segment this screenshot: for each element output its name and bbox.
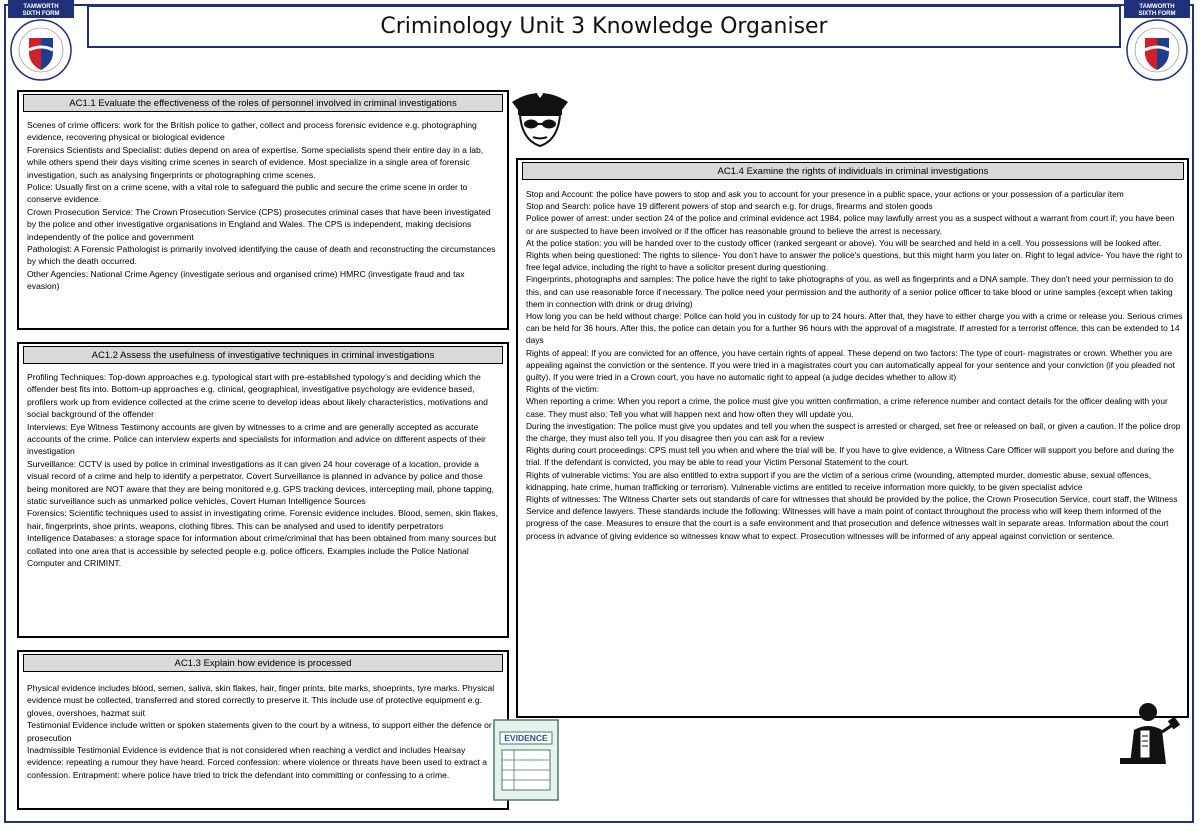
ac11-header: AC1.1 Evaluate the effectiveness of the roles of personnel involved in criminal investigations [23,94,503,112]
ac14-paragraph: Fingerprints, photographs and samples: The police have the right to take photographs of you, as well as fingerprints and a DNA sample. They don’t need your permission to do this, and can use reasonable force if necessary. The police need your permission and the authority of a senior police officer to take blood or urine samples (except when taking them in connection with drink or drug driving) [526,274,1174,309]
ac12-section [17,342,509,638]
ac14-paragraph: When reporting a crime: When you report a crime, the police must give you written confirmation, a crime reference number and contact details for the officer dealing with your case. They must also: Tell you what will happen next and how often they will update you. [526,396,1168,419]
ac14-section [516,158,1189,718]
ac11-paragraph: Pathologist: A Forensic Pathologist is primarily involved identifying the cause of death and reconstructing the circumstances by which the death occurred. [27,244,496,267]
logo-text-bottom-right: SIXTH FORM [1138,11,1176,17]
ac12-paragraph: Interviews: Eye Witness Testimony accounts are given by witnesses to a crime and are generally accepted as accurate accounts of the crime. Police can interview experts and specialists for information and advice on different aspects of their investigation [27,421,486,457]
ac14-paragraph: Rights during court proceedings: CPS must tell you when and where the trial will be. If you have to give evidence, a Witness Care Officer will support you before and during the trial. If the defendant is convicted, you may be able to read your Victim Personal Statement to the court. [526,445,1174,468]
ac14-paragraph: Stop and Search: police have 19 different powers of stop and search e.g. for drugs, firearms and stolen goods [526,201,933,212]
ac12-header: AC1.2 Assess the usefulness of investigative techniques in criminal investigations [23,346,503,364]
ac14-paragraph: During the investigation: The police must give you updates and tell you when the suspect is arrested or charged, set free or released on bail, or given a caution. If the police drop the charge, they must also tell you. If you disagree then you can ask for a review [526,420,1181,444]
ac11-paragraph: Forensics Scientists and Specialist: duties depend on area of expertise. Some specialists spend their entire day in a lab, while others spend their days visiting crime scenes in search of evidence. Most specialize in a single area of forensic investigation, such as analysing fingerprints or photographing crime scenes. [27,144,484,180]
ac11-paragraph: Scenes of crime officers: work for the British police to gather, collect and process forensic evidence e.g. photographing evidence, recovering physical or biological evidence [27,120,477,143]
evidence-clipboard-icon [492,718,560,802]
ac13-paragraph: Physical evidence includes blood, semen, saliva, skin flakes, hair, finger prints, bite marks, shoeprints, tyre marks. Physical evidence must be collected, transferred and stored correctly to preserve it. This include use of protective equipment e.g. gloves, overshoes, hazmat suit [27,683,495,718]
ac11-paragraph: Crown Prosecution Service: The Crown Prosecution Service (CPS) prosecutes criminal cases that have been investigated by the police and other investigative organisations in England and Wales. The CPS is independent, making decisions independently of the police and government [27,206,491,242]
ac11-paragraph: Other Agencies: National Crime Agency (investigate serious and organised crime) HMRC (investigate fraud and tax evasion) [27,268,465,292]
ac13-content [27,682,497,810]
logo-text-top: TAMWORTH [23,4,59,10]
logo-text-top-right: TAMWORTH [1139,4,1175,10]
ac14-paragraph: Stop and Account: the police have powers to stop and ask you to account for your presence in a public space, your actions or your possession of a particular item [526,189,1124,199]
ac11-content [27,119,499,329]
school-logo-right [1124,0,1190,84]
title-box [87,5,1121,48]
ac14-header: AC1.4 Examine the rights of individuals in criminal investigations [522,162,1184,180]
evidence-label: EVIDENCE [504,733,548,743]
ac12-paragraph: Surveillance: CCTV is used by police in criminal investigations as it can given 24 hour coverage of a location, provide a visual record of a crime and help to identify a perpetrator. Covert Surveillance is planned in advance by police and those being monitored are NOT aware that they are being monitored e.g. GPS tracking devices, intercepting mail, phone tapping, static surveillance such as unmarked police vehicles, Covert Human Intelligence Sources [27,458,495,507]
ac14-paragraph: Rights of appeal: If you are convicted for an offence, you have certain rights of appeal. These depend on two factors: The type of court- magistrates or crown. Whether you are appealing against the conviction or the sentence. If you were tried in a magistrates court you can automatically appeal for your sentence and your conviction (if you pleaded not guilty). If you were tried in a Crown court, you have no automatic right to appeal (a judge decides whether to allow it) [526,347,1175,383]
judge-icon [1118,700,1180,766]
logo-text-bottom: SIXTH FORM [22,11,60,17]
ac13-paragraph: Testimonial Evidence include written or spoken statements given to the court by a witness, to support either the defence or prosecution [27,720,492,743]
ac12-paragraph: Profiling Techniques: Top-down approaches e.g. typological start with pre-established typology’s and deciding which the offender best fits into. Bottom-up approaches e.g. clinical, geographical, investigative psychology are evidence based, profilers work up from evidence collected at the crime scene to develop ideas about likely characteristics, motivations and social background of the offender [27,372,488,420]
ac14-paragraph: Police power of arrest: under section 24 of the police and criminal evidence act 1984, police may lawfully arrest you as a suspect without a warrant from court if; you have been or are suspected to have been involved or if the officer has reasonable ground to believe the arrest is necessary. [526,213,1175,236]
ac14-paragraph: At the police station: you will be handed over to the custody officer (ranked sergeant or above). You will be searched and held in a cell. You possessions will be looked after. [526,237,1162,248]
ac14-content [526,188,1184,718]
ac12-content [27,371,499,637]
ac14-paragraph: Rights when being questioned: The rights to silence- You don’t have to answer the police’s questions, but this might harm you later on. Right to legal advice- You have the right to free legal advice, including the right to have a solicitor present during questioning. [526,250,1183,273]
ac13-paragraph: Inadmissible Testimonial Evidence is evidence that is not considered when reaching a verdict and includes Hearsay evidence: repeating a rumour they have heard. Forced confession: where violence or threats have been used to extract a confession. Entrapment: where police have tried to trick the defendant into committing or confessing to a crime. [27,745,488,780]
ac14-paragraph: Rights of vulnerable victims: You are also entitled to extra support if you are the victim of a serious crime (wounding, attempted murder, domestic abuse, sexual offences, kidnapping, hate crime, human trafficking or terrorism). Vulnerable victims are entitled to receive information more quickly, to be given specialist advice [526,469,1152,492]
ac14-paragraph: Rights of the victim: [526,384,600,395]
ac12-paragraph: Intelligence Databases: a storage space for information about crime/criminal that has been obtained from many sources but collated into one area that is accessible by selected people e.g. police officers. Examples include the Police National Computer and CRIMINT. [27,533,497,569]
ac11-section [17,90,509,330]
ac14-paragraph: Rights of witnesses: The Witness Charter sets out standards of care for witnesses that should be provided by the police, the Crown Prosecution Service, court staff, the Witness Service and defence lawyers. These standards include the following: Witnesses will have a main point of contact throughout the process who will keep them informed of the progress of the case. Measures to ensure that the court is a safe environment and that prosecution and defence witnesses wait in separate areas. Information about the court process in advance of giving evidence so witnesses know what to expect. Prosecution witnesses will be informed of any appeal against conviction or sentence. [526,494,1178,541]
ac12-paragraph: Forensics: Scientific techniques used to assist in investigating crime. Forensic evidence includes. Blood, semen, skin flakes, hair, fingerprints, shoe prints, weapons, clothing fibres. This can be analysed and used to identify perpetrators [27,508,498,531]
police-officer-icon [508,84,572,150]
school-logo-left [8,0,74,84]
ac13-header: AC1.3 Explain how evidence is processed [23,654,503,672]
page-title: Criminology Unit 3 Knowledge Organiser [380,14,828,39]
ac14-paragraph: How long you can be held without charge: Police can hold you in custody for up to 24 hours. After that, they have to either charge you with a crime or release you. Serious crimes can be held for 36 hours. After this, the police can detain you for a further 96 hours with the approval of a magistrate. If arrested for a terrorist offence, this can be extended to 14 days [526,311,1183,346]
ac13-section [17,650,509,810]
ac11-paragraph: Police: Usually first on a crime scene, with a vital role to safeguard the public and secure the crime scene in order to conserve evidence. [27,182,468,205]
